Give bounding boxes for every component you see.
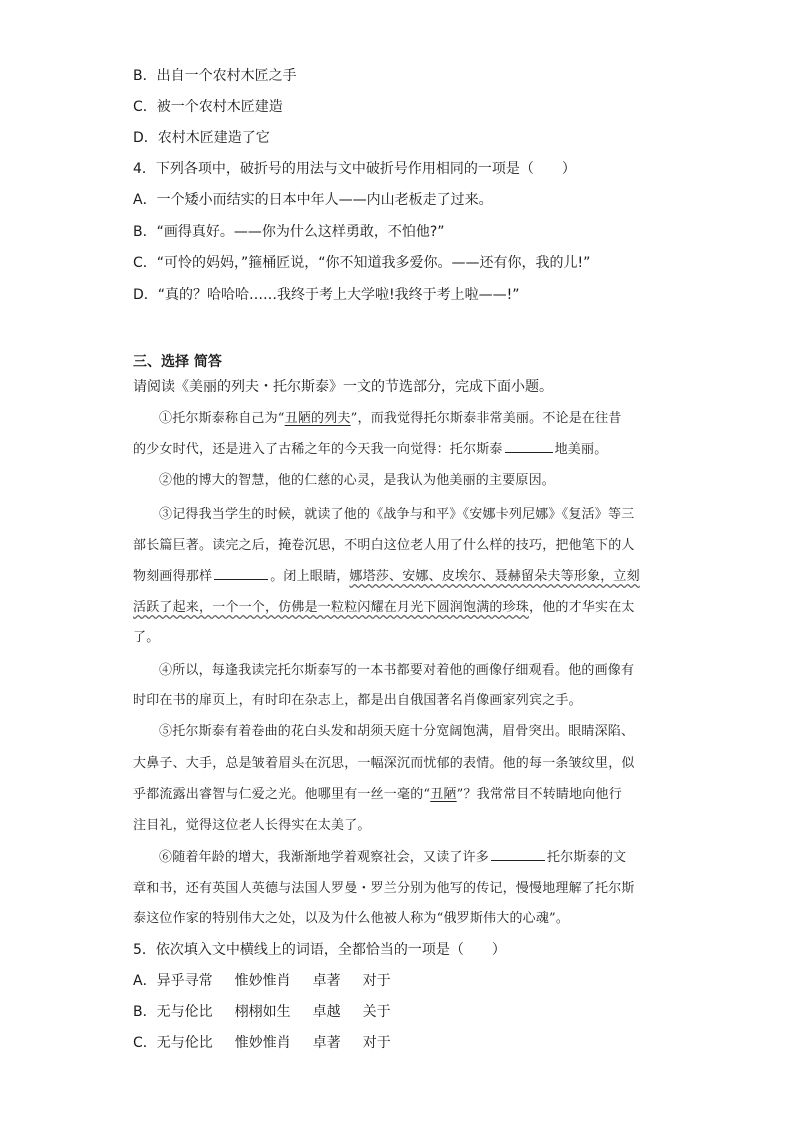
passage-line: 泰这位作家的特别伟大之处，以及为什么他被人称为“俄罗斯伟大的心魂”。 xyxy=(133,911,570,926)
option-word: 对于 xyxy=(362,1035,391,1051)
option-b[interactable]: B．出自一个农村木匠之手 xyxy=(133,68,297,84)
passage-line: 大鼻子、大手，总是皱着眉头在沉思，一幅深沉而忧郁的表情。他的每一条皱纹里，似 xyxy=(133,756,635,771)
passage-line xyxy=(159,848,626,868)
passage-line: 时印在书的扉页上，有时印在杂志上，都是出自俄国著名肖像画家列宾之手。 xyxy=(133,693,582,708)
fill-blank-2[interactable] xyxy=(214,567,268,580)
question-4-option-d[interactable]: D．“真的？哈哈哈……我终于考上大学啦!我终于考上啦——!” xyxy=(133,287,520,303)
fill-blank-3[interactable] xyxy=(491,848,545,861)
question-4-option-c[interactable]: C．“可怜的妈妈，”箍桶匠说，“你不知道我多爱你。——还有你，我的儿!” xyxy=(133,255,591,271)
passage-line xyxy=(133,785,622,805)
option-word: 惟妙惟肖 xyxy=(234,1035,291,1051)
question-4-option-a[interactable]: A．一个矮小而结实的日本中年人——内山老板走了过来。 xyxy=(133,192,493,208)
passage-line xyxy=(133,567,640,587)
question-5-option-b[interactable] xyxy=(133,1002,391,1022)
option-word: C．无与伦比 xyxy=(133,1035,213,1051)
fill-blank-1[interactable] xyxy=(505,440,553,453)
option-word: 对于 xyxy=(362,973,391,989)
question-4-stem: 4．下列各项中，破折号的用法与文中破折号作用相同的一项是（ ） xyxy=(133,161,576,177)
option-word: 惟妙惟肖 xyxy=(234,973,291,989)
text-span: ”？我常常目不转睛地向他行 xyxy=(456,787,622,802)
passage-line xyxy=(159,409,622,429)
option-word: 卓著 xyxy=(312,1035,341,1051)
text-span: 。闭上眼睛， xyxy=(270,569,350,584)
option-word: 卓著 xyxy=(312,973,341,989)
text-span: ，他的才华实在太 xyxy=(529,600,635,615)
option-d[interactable]: D．农村木匠建造了它 xyxy=(133,130,270,146)
text-span: 的少女时代，还是进入了古稀之年的今天我一向觉得：托尔斯泰 xyxy=(133,442,503,457)
option-word: A．异乎寻常 xyxy=(133,973,213,989)
passage-line: ⑤托尔斯泰有着卷曲的花白头发和胡须天庭十分宽阔饱满，眉骨突出。眼睛深陷、 xyxy=(159,724,635,739)
option-word: B．无与伦比 xyxy=(133,1004,213,1020)
question-5-stem: 5．依次填入文中横线上的词语，全都恰当的一项是（ ） xyxy=(133,942,506,958)
passage-line xyxy=(133,598,635,618)
option-word: 栩栩如生 xyxy=(234,1004,291,1020)
passage-line: ②他的博大的智慧，他的仁慈的心灵，是我认为他美丽的主要原因。 xyxy=(159,473,556,488)
text-span: ”，而我觉得托尔斯泰非常美丽。不论是在往昔 xyxy=(350,411,622,426)
question-5-option-c[interactable] xyxy=(133,1033,391,1053)
underlined-term: 丑陋的列夫 xyxy=(284,411,351,426)
option-word: 卓越 xyxy=(312,1004,341,1020)
text-span: ⑥随着年龄的增大，我渐渐地学着观察社会，又读了许多 xyxy=(159,850,490,865)
text-span: 地美丽。 xyxy=(554,442,608,457)
passage-line xyxy=(133,440,607,460)
text-span: ①托尔斯泰称自己为“ xyxy=(159,411,285,426)
option-word: 关于 xyxy=(362,1004,391,1020)
passage-line: 了。 xyxy=(133,630,160,645)
wavy-underlined-text: 娜塔莎、安娜、皮埃尔、聂赫留朵夫等形象，立刻 xyxy=(349,569,640,584)
section-intro: 请阅读《美丽的列夫・托尔斯泰》一文的节选部分，完成下面小题。 xyxy=(133,379,553,395)
passage-line: 注目礼，觉得这位老人长得实在太美了。 xyxy=(133,818,371,833)
text-span: 乎都流露出睿智与仁爱之光。他哪里有一丝一毫的“ xyxy=(133,787,431,802)
passage-line: ③记得我当学生的时候，就读了他的《战争与和平》《安娜卡列尼娜》《复活》等三 xyxy=(159,507,635,522)
text-span: 托尔斯泰的文 xyxy=(547,850,627,865)
underlined-term: 丑陋 xyxy=(430,787,457,802)
wavy-underlined-text: 活跃了起来，一个一个，仿佛是一粒粒闪耀在月光下圆润饱满的珍珠 xyxy=(133,600,530,615)
option-c[interactable]: C．被一个农村木匠建造 xyxy=(133,99,283,115)
section-title: 三、选择 简答 xyxy=(133,354,222,370)
passage-line: ④所以，每逢我读完托尔斯泰写的一本书都要对着他的画像仔细观看。他的画像有 xyxy=(159,663,635,678)
question-5-option-a[interactable] xyxy=(133,971,391,991)
passage-line: 章和书，还有英国人英德与法国人罗曼・罗兰分别为他写的传记，慢慢地理解了托尔斯 xyxy=(133,881,635,896)
passage-line: 部长篇巨著。读完之后，掩卷沉思，不明白这位老人用了什么样的技巧，把他笔下的人 xyxy=(133,538,635,553)
question-4-option-b[interactable]: B．“画得真好。——你为什么这样勇敢，不怕他?” xyxy=(133,224,445,240)
text-span: 物刻画得那样 xyxy=(133,569,213,584)
